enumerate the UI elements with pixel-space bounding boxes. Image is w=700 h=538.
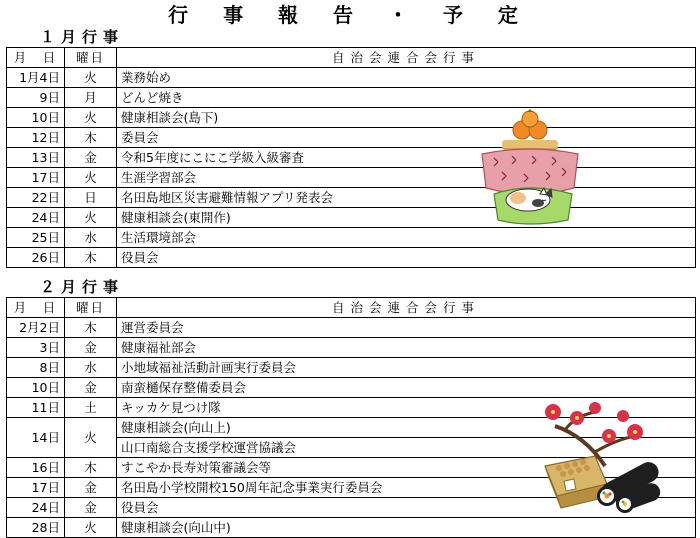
table-row (7, 378, 696, 398)
row-event: 委員会 (117, 128, 696, 148)
row-event: 名田島地区災害避難情報アプリ発表会 (117, 188, 696, 208)
row-date: 26日 (7, 248, 65, 268)
row-date: 2月2日 (7, 318, 65, 338)
page-title: 行 事 報 告 ・ 予 定 (168, 3, 532, 27)
row-date: 10日 (7, 108, 65, 128)
header-events: 自治会連合会行事 (117, 298, 696, 318)
table-row (7, 128, 696, 148)
row-dow: 月 (65, 88, 117, 108)
table-row (7, 248, 696, 268)
row-date: 24日 (7, 498, 65, 518)
row-date: 12日 (7, 128, 65, 148)
row-dow: 土 (65, 398, 117, 418)
row-date: 1月4日 (7, 68, 65, 88)
table-row (7, 358, 696, 378)
row-event: 役員会 (117, 248, 696, 268)
row-event: 生活環境部会 (117, 228, 696, 248)
header-dow: 曜日 (65, 298, 117, 318)
row-date: 17日 (7, 478, 65, 498)
row-event: 健康相談会(東開作) (117, 208, 696, 228)
row-event: 業務始め (117, 68, 696, 88)
row-date: 25日 (7, 228, 65, 248)
header-date: 月 日 (7, 48, 65, 68)
table-row (7, 188, 696, 208)
row-dow: 金 (65, 478, 117, 498)
table-row (7, 208, 696, 228)
header-events: 自治会連合会行事 (117, 48, 696, 68)
row-date: 17日 (7, 168, 65, 188)
row-date: 8日 (7, 358, 65, 378)
row-date: 16日 (7, 458, 65, 478)
row-dow: 水 (65, 358, 117, 378)
row-event: 健康福祉部会 (117, 338, 696, 358)
january-header-row (7, 48, 696, 68)
table-row (7, 68, 696, 88)
table-row (7, 108, 696, 128)
row-date: 28日 (7, 518, 65, 538)
row-date: 14日 (7, 418, 65, 458)
row-dow: 火 (65, 208, 117, 228)
row-dow: 木 (65, 318, 117, 338)
row-event: 南蛮樋保存整備委員会 (117, 378, 696, 398)
row-dow: 木 (65, 458, 117, 478)
row-event: 運営委員会 (117, 318, 696, 338)
row-event: 役員会 (117, 498, 696, 518)
row-date: 9日 (7, 88, 65, 108)
row-event: 小地域福祉活動計画実行委員会 (117, 358, 696, 378)
row-event: 健康相談会(向山中) (117, 518, 696, 538)
row-event: キッカケ見つけ隊 (117, 398, 696, 418)
row-dow: 木 (65, 128, 117, 148)
january-table (6, 47, 696, 268)
january-section-title: １月行事 (40, 28, 125, 46)
table-row (7, 88, 696, 108)
table-row (7, 148, 696, 168)
row-event: 健康相談会(島下) (117, 108, 696, 128)
row-dow: 金 (65, 148, 117, 168)
row-dow: 金 (65, 378, 117, 398)
row-dow: 火 (65, 418, 117, 458)
february-header-row (7, 298, 696, 318)
table-row (7, 338, 696, 358)
row-dow: 水 (65, 228, 117, 248)
row-date: 10日 (7, 378, 65, 398)
row-event: どんど焼き (117, 88, 696, 108)
row-event: 山口南総合支援学校運営協議会 (117, 438, 696, 458)
row-dow: 木 (65, 248, 117, 268)
row-dow: 火 (65, 68, 117, 88)
kotatsu-cat-illustration (472, 108, 588, 228)
table-row (7, 168, 696, 188)
row-event: 健康相談会(向山上) (117, 418, 696, 438)
header-date: 月 日 (7, 298, 65, 318)
row-date: 22日 (7, 188, 65, 208)
row-date: 11日 (7, 398, 65, 418)
table-row (7, 518, 696, 538)
row-dow: 金 (65, 338, 117, 358)
row-event: すこやか長寿対策審議会等 (117, 458, 696, 478)
row-date: 13日 (7, 148, 65, 168)
row-dow: 火 (65, 518, 117, 538)
row-dow: 金 (65, 498, 117, 518)
row-date: 3日 (7, 338, 65, 358)
header-dow: 曜日 (65, 48, 117, 68)
row-dow: 火 (65, 108, 117, 128)
setsubun-illustration (535, 396, 663, 514)
row-event: 名田島小学校開校150周年記念事業実行委員会 (117, 478, 696, 498)
row-dow: 日 (65, 188, 117, 208)
row-dow: 火 (65, 168, 117, 188)
table-row (7, 228, 696, 248)
february-section-title: ２月行事 (40, 278, 125, 296)
table-row (7, 318, 696, 338)
row-event: 生涯学習部会 (117, 168, 696, 188)
row-event: 令和5年度にこにこ学級入級審査 (117, 148, 696, 168)
row-date: 24日 (7, 208, 65, 228)
